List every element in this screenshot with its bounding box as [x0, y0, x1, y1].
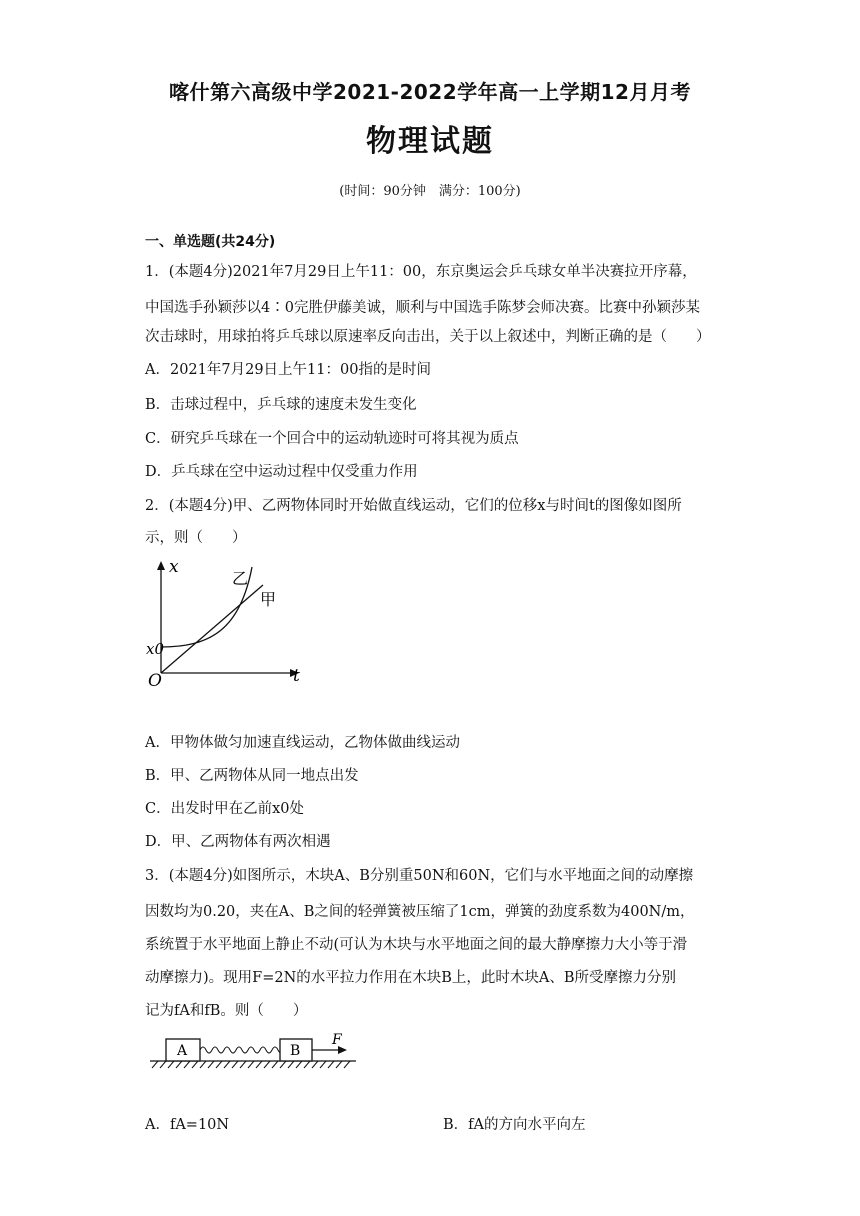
- q1-line-2: 中国选手孙颖莎以4∶0完胜伊藤美诚，顺利与中国选手陈梦会师决赛。比赛中孙颖莎某: [145, 300, 700, 316]
- y-axis-label: x: [169, 557, 179, 577]
- q3-line-2: 因数均为0.20，夹在A、B之间的轻弹簧被压缩了1cm，弹簧的劲度系数为400N/m，: [145, 904, 695, 920]
- q3-option-b: B．fA的方向水平向左: [443, 1117, 586, 1133]
- force-label: F: [332, 1032, 342, 1048]
- exam-meta: (时间：90分钟 满分：100分): [339, 184, 521, 199]
- q2-option-b: B．甲、乙两物体从同一地点出发: [145, 768, 359, 784]
- q3-option-a: A．fA=10N: [145, 1117, 230, 1133]
- exam-subtitle: 物理试题: [366, 124, 494, 159]
- q2-option-a: A．甲物体做匀加速直线运动，乙物体做曲线运动: [145, 735, 460, 751]
- q3-line-4: 动摩擦力)。现用F=2N的水平拉力作用在木块B上，此时木块A、B所受摩擦力分别: [145, 970, 677, 986]
- q3-line-3: 系统置于水平地面上静止不动(可认为木块与水平地面之间的最大静摩擦力大小等于滑: [145, 937, 688, 953]
- q2-option-d: D．甲、乙两物体有两次相遇: [145, 834, 331, 850]
- block-a-label: A: [177, 1043, 188, 1059]
- q2-option-c: C．出发时甲在乙前x0处: [145, 801, 304, 817]
- q2-xt-graph: [140, 555, 310, 690]
- block-b-label: B: [290, 1043, 301, 1059]
- q3-spring-diagram: [148, 1032, 360, 1072]
- q1-option-b: B．击球过程中，乒乓球的速度未发生变化: [145, 397, 417, 413]
- origin-label: O: [148, 671, 162, 690]
- x-axis-label: t: [293, 666, 300, 686]
- exam-title: 喀什第六高级中学2021-2022学年高一上学期12月月考: [169, 80, 691, 104]
- q1-option-c: C．研究乒乓球在一个回合中的运动轨迹时可将其视为质点: [145, 431, 519, 447]
- q2-line-2: 示，则（ ）: [145, 530, 247, 546]
- q3-line-1: 3．(本题4分)如图所示，木块A、B分别重50N和60N，它们与水平地面之间的动摩擦: [145, 868, 694, 884]
- q1-option-d: D．乒乓球在空中运动过程中仅受重力作用: [145, 464, 418, 480]
- q1-line-3: 次击球时，用球拍将乒乓球以原速率反向击出，关于以上叙述中，判断正确的是（ ）: [145, 329, 711, 345]
- section-heading: 一、单选题(共24分): [145, 234, 276, 250]
- q1-option-a: A．2021年7月29日上午11：00指的是时间: [145, 362, 431, 378]
- q1-line-1: 1．(本题4分)2021年7月29日上午11：00，东京奥运会乒乓球女单半决赛拉开序幕，: [145, 264, 697, 280]
- yi-label: 乙: [232, 569, 249, 588]
- x0-label: x0: [146, 640, 165, 658]
- q2-line-1: 2．(本题4分)甲、乙两物体同时开始做直线运动，它们的位移x与时间t的图像如图所: [145, 498, 682, 514]
- jia-label: 甲: [260, 590, 277, 609]
- q3-line-5: 记为fA和fB。则（ ）: [145, 1003, 308, 1019]
